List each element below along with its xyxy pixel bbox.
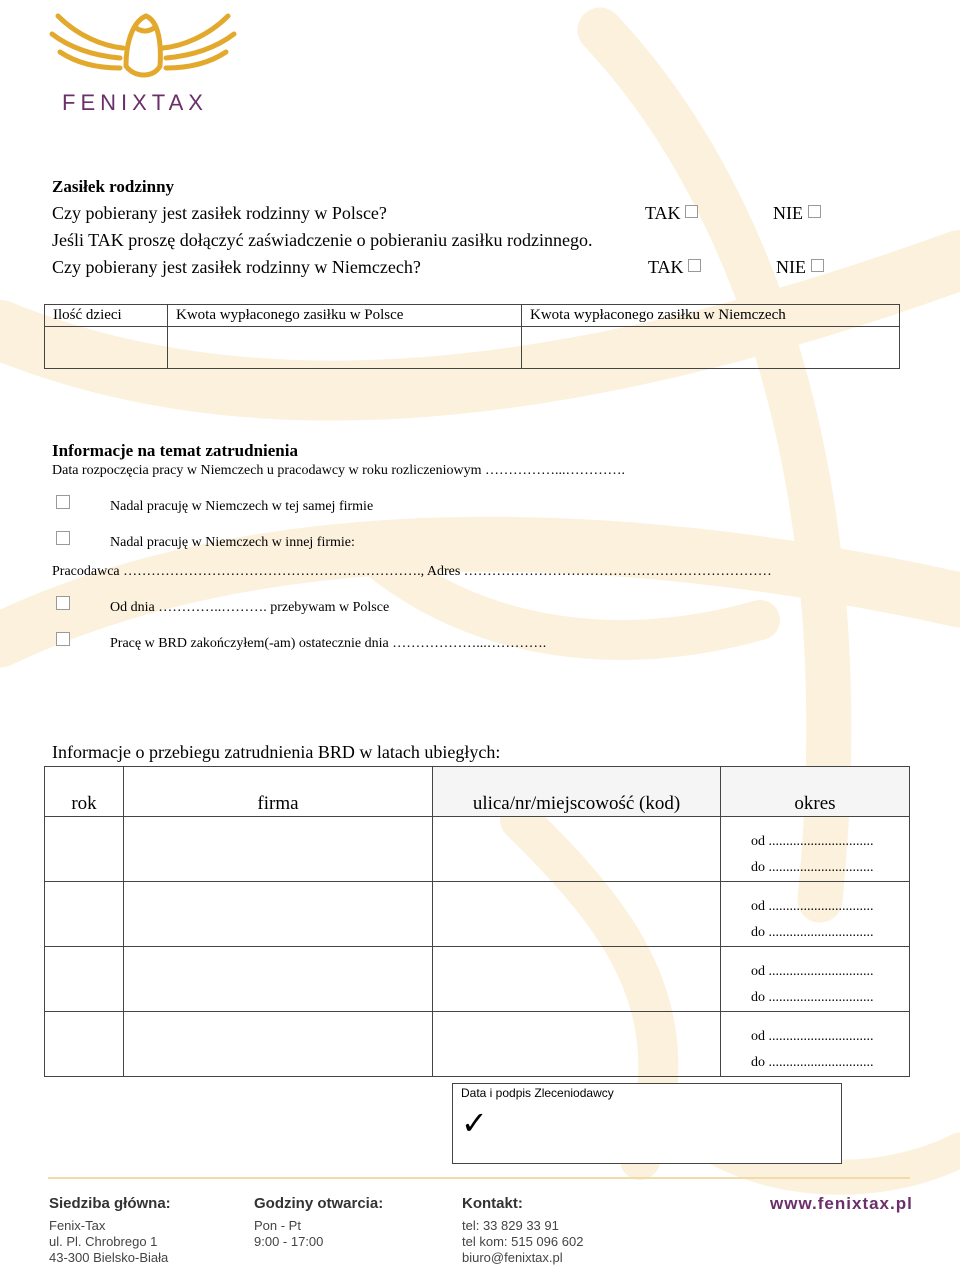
- period-from: od ..............................: [751, 964, 874, 979]
- contact-title: Kontakt:: [462, 1195, 523, 1212]
- cell-address[interactable]: [433, 817, 721, 882]
- period-from: od ..............................: [751, 899, 874, 914]
- cell-children-count[interactable]: [45, 327, 168, 369]
- hq-line: Fenix-Tax: [49, 1218, 106, 1233]
- cell-amount-germany[interactable]: [522, 327, 900, 369]
- attachment-note: Jeśli TAK proszę dołączyć zaświadczenie o pobieraniu zasiłku rodzinnego.: [52, 230, 593, 250]
- yes-checkbox-poland[interactable]: [685, 205, 698, 218]
- yes-option-poland: [645, 203, 698, 224]
- signature-box[interactable]: [452, 1083, 842, 1164]
- cell-address[interactable]: [433, 882, 721, 947]
- employment-start-date: Data rozpoczęcia pracy w Niemczech u pracodawcy w roku rozliczeniowym ……………...………….: [52, 463, 626, 478]
- contact-email[interactable]: biuro@fenixtax.pl: [462, 1250, 563, 1265]
- employment-history-title: Informacje o przebiegu zatrudnienia BRD w latach ubiegłych:: [52, 742, 501, 762]
- no-label: NIE: [773, 203, 803, 223]
- contact-phone: tel: 33 829 33 91: [462, 1218, 559, 1233]
- footer-contact: [462, 1195, 583, 1266]
- hq-title: Siedziba główna:: [49, 1195, 171, 1212]
- header-amount-germany: Kwota wypłaconego zasiłku w Niemczech: [522, 305, 900, 327]
- table-header-row: [45, 305, 900, 327]
- footer-headquarters: [49, 1195, 171, 1266]
- footer-website-link[interactable]: www.fenixtax.pl: [770, 1194, 913, 1213]
- cell-year[interactable]: [45, 947, 124, 1012]
- period-from: od ..............................: [751, 1029, 874, 1044]
- logo: [48, 6, 238, 116]
- checkbox-same-company[interactable]: [56, 495, 70, 509]
- checkbox-work-ended[interactable]: [56, 632, 70, 646]
- employer-address-line: Pracodawca ………………………………………………………., Adres …………………………………………………………: [52, 564, 772, 579]
- header-company: firma: [124, 767, 433, 817]
- no-option-poland: [773, 203, 821, 224]
- employment-history-table: [44, 766, 910, 1077]
- hours-title: Godziny otwarcia:: [254, 1195, 384, 1212]
- family-allowance-title: Zasiłek rodzinny: [52, 177, 175, 196]
- checkbox-other-company[interactable]: [56, 531, 70, 545]
- table-row: [45, 882, 910, 947]
- table-header-row: [45, 767, 910, 817]
- cell-period[interactable]: [721, 947, 910, 1012]
- yes-label: TAK: [648, 257, 684, 277]
- checkmark-icon: ✓: [461, 1104, 488, 1142]
- cell-year[interactable]: [45, 882, 124, 947]
- cell-amount-poland[interactable]: [168, 327, 522, 369]
- hq-line: ul. Pl. Chrobrego 1: [49, 1234, 158, 1249]
- option-work-ended: Pracę w BRD zakończyłem(-am) ostatecznie dnia ………………...………….: [110, 636, 547, 651]
- cell-period[interactable]: [721, 882, 910, 947]
- option-same-company: Nadal pracuję w Niemczech w tej samej firmie: [110, 499, 374, 514]
- header-children-count: Ilość dzieci: [45, 305, 168, 327]
- table-row: [45, 327, 900, 369]
- period-to: do ..............................: [751, 990, 874, 1005]
- table-row: [45, 947, 910, 1012]
- header-address: ulica/nr/miejscowość (kod): [433, 767, 721, 817]
- period-to: do ..............................: [751, 925, 874, 940]
- header-year: rok: [45, 767, 124, 817]
- checkbox-in-poland[interactable]: [56, 596, 70, 610]
- employment-info-title: Informacje na temat zatrudnienia: [52, 441, 298, 460]
- period-from: od ..............................: [751, 834, 874, 849]
- option-in-poland: Od dnia …………..………. przebywam w Polsce: [110, 600, 390, 615]
- footer-divider: [48, 1177, 910, 1179]
- cell-year[interactable]: [45, 1012, 124, 1077]
- cell-company[interactable]: [124, 947, 433, 1012]
- header-period: okres: [721, 767, 910, 817]
- signature-label: Data i podpis Zleceniodawcy: [461, 1086, 614, 1100]
- no-checkbox-germany[interactable]: [811, 259, 824, 272]
- question-germany: Czy pobierany jest zasiłek rodzinny w Niemczech?: [52, 257, 421, 277]
- footer-hours: [254, 1195, 383, 1250]
- period-to: do ..............................: [751, 1055, 874, 1070]
- table-row: [45, 817, 910, 882]
- cell-address[interactable]: [433, 1012, 721, 1077]
- period-to: do ..............................: [751, 860, 874, 875]
- no-label: NIE: [776, 257, 806, 277]
- option-other-company: Nadal pracuję w Niemczech w innej firmie:: [110, 535, 355, 550]
- no-checkbox-poland[interactable]: [808, 205, 821, 218]
- cell-company[interactable]: [124, 817, 433, 882]
- cell-year[interactable]: [45, 817, 124, 882]
- yes-label: TAK: [645, 203, 681, 223]
- hq-line: 43-300 Bielsko-Biała: [49, 1250, 169, 1265]
- phoenix-logo-icon: [48, 6, 238, 88]
- header-amount-poland: Kwota wypłaconego zasiłku w Polsce: [168, 305, 522, 327]
- yes-option-germany: [648, 257, 701, 278]
- cell-company[interactable]: [124, 882, 433, 947]
- hours-line: Pon - Pt: [254, 1218, 301, 1233]
- hours-line: 9:00 - 17:00: [254, 1234, 324, 1249]
- question-poland: Czy pobierany jest zasiłek rodzinny w Polsce?: [52, 203, 387, 223]
- table-row: [45, 1012, 910, 1077]
- allowance-table: [44, 304, 900, 369]
- contact-mobile: tel kom: 515 096 602: [462, 1234, 584, 1249]
- cell-period[interactable]: [721, 1012, 910, 1077]
- yes-checkbox-germany[interactable]: [688, 259, 701, 272]
- cell-company[interactable]: [124, 1012, 433, 1077]
- cell-address[interactable]: [433, 947, 721, 1012]
- no-option-germany: [776, 257, 824, 278]
- logo-text: FENIXTAX: [62, 90, 208, 115]
- cell-period[interactable]: [721, 817, 910, 882]
